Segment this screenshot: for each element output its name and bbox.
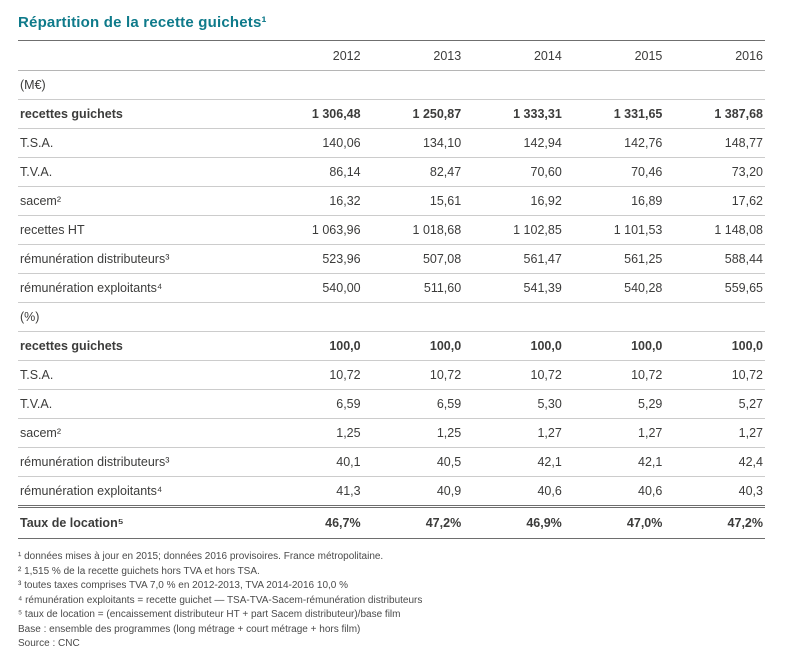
- value-cell: 540,00: [262, 274, 363, 303]
- value-cell: 47,2%: [664, 507, 765, 539]
- footnote-line: Base : ensemble des programmes (long métrage + court métrage + hors film): [18, 623, 361, 635]
- year-header-cell: 2012: [262, 41, 363, 71]
- year-header-cell: 2015: [564, 41, 665, 71]
- recette-table: [18, 41, 765, 539]
- row-label: Taux de location⁵: [18, 507, 262, 539]
- value-cell: 134,10: [363, 129, 464, 158]
- value-cell: 1,25: [363, 419, 464, 448]
- table-row: [18, 448, 765, 477]
- value-cell: 140,06: [262, 129, 363, 158]
- row-label: T.S.A.: [18, 129, 262, 158]
- table-row: [18, 332, 765, 361]
- value-cell: 40,5: [363, 448, 464, 477]
- row-label: T.V.A.: [18, 390, 262, 419]
- section-header-spacer: [564, 71, 665, 100]
- corner-cell: [18, 41, 262, 71]
- value-cell: 47,0%: [564, 507, 665, 539]
- value-cell: 15,61: [363, 187, 464, 216]
- value-cell: 10,72: [363, 361, 464, 390]
- row-label: recettes guichets: [18, 332, 262, 361]
- table-row: [18, 158, 765, 187]
- year-header-cell: 2014: [463, 41, 564, 71]
- value-cell: 561,47: [463, 245, 564, 274]
- row-label: sacem²: [18, 187, 262, 216]
- row-label: rémunération distributeurs³: [18, 245, 262, 274]
- table-row: [18, 361, 765, 390]
- value-cell: 100,0: [564, 332, 665, 361]
- section-header-label: (M€): [18, 71, 262, 100]
- table-row: [18, 507, 765, 539]
- table-row: [18, 129, 765, 158]
- value-cell: 41,3: [262, 477, 363, 507]
- row-label: T.S.A.: [18, 361, 262, 390]
- value-cell: 1 063,96: [262, 216, 363, 245]
- value-cell: 1,27: [664, 419, 765, 448]
- value-cell: 588,44: [664, 245, 765, 274]
- table-body: [18, 71, 765, 539]
- year-header-row: [18, 41, 765, 71]
- value-cell: 70,60: [463, 158, 564, 187]
- table-row: [18, 216, 765, 245]
- row-label: recettes HT: [18, 216, 262, 245]
- footnote-line: ¹ données mises à jour en 2015; données 2016 provisoires. France métropolitaine.: [18, 551, 384, 562]
- section-header-spacer: [664, 303, 765, 332]
- table-row: [18, 100, 765, 129]
- value-cell: 1 018,68: [363, 216, 464, 245]
- value-cell: 1,25: [262, 419, 363, 448]
- footnote-line: ⁴ rémunération exploitants = recette guichet — TSA-TVA-Sacem-rémunération distributeurs: [18, 594, 423, 606]
- value-cell: 148,77: [664, 129, 765, 158]
- value-cell: 559,65: [664, 274, 765, 303]
- value-cell: 16,89: [564, 187, 665, 216]
- value-cell: 1 102,85: [463, 216, 564, 245]
- value-cell: 16,32: [262, 187, 363, 216]
- value-cell: 6,59: [363, 390, 464, 419]
- value-cell: 17,62: [664, 187, 765, 216]
- value-cell: 40,9: [363, 477, 464, 507]
- value-cell: 100,0: [463, 332, 564, 361]
- value-cell: 10,72: [463, 361, 564, 390]
- value-cell: 70,46: [564, 158, 665, 187]
- value-cell: 47,2%: [363, 507, 464, 539]
- value-cell: 1 250,87: [363, 100, 464, 129]
- value-cell: 86,14: [262, 158, 363, 187]
- section-header-row: [18, 71, 765, 100]
- value-cell: 1 148,08: [664, 216, 765, 245]
- value-cell: 82,47: [363, 158, 464, 187]
- value-cell: 16,92: [463, 187, 564, 216]
- footnote-line: ⁵ taux de location = (encaissement distributeur HT + part Sacem distributeur)/base film: [18, 609, 401, 620]
- value-cell: 507,08: [363, 245, 464, 274]
- section-header-spacer: [463, 71, 564, 100]
- value-cell: 73,20: [664, 158, 765, 187]
- value-cell: 5,30: [463, 390, 564, 419]
- value-cell: 1 101,53: [564, 216, 665, 245]
- table-row: [18, 274, 765, 303]
- value-cell: 142,76: [564, 129, 665, 158]
- value-cell: 10,72: [262, 361, 363, 390]
- value-cell: 5,27: [664, 390, 765, 419]
- footnotes: [18, 550, 765, 652]
- section-header-spacer: [363, 303, 464, 332]
- section-header-spacer: [564, 303, 665, 332]
- section-header-spacer: [262, 303, 363, 332]
- value-cell: 540,28: [564, 274, 665, 303]
- value-cell: 10,72: [564, 361, 665, 390]
- section-header-spacer: [664, 71, 765, 100]
- value-cell: 100,0: [664, 332, 765, 361]
- table-row: [18, 245, 765, 274]
- value-cell: 1 331,65: [564, 100, 665, 129]
- value-cell: 46,7%: [262, 507, 363, 539]
- value-cell: 142,94: [463, 129, 564, 158]
- value-cell: 1,27: [463, 419, 564, 448]
- row-label: rémunération exploitants⁴: [18, 477, 262, 507]
- footnote-line: ³ toutes taxes comprises TVA 7,0 % en 2012-2013, TVA 2014-2016 10,0 %: [18, 580, 349, 591]
- footnote-line: ² 1,515 % de la recette guichets hors TVA et hors TSA.: [18, 565, 260, 577]
- value-cell: 46,9%: [463, 507, 564, 539]
- section-header-spacer: [463, 303, 564, 332]
- table-row: [18, 390, 765, 419]
- section-header-spacer: [363, 71, 464, 100]
- row-label: T.V.A.: [18, 158, 262, 187]
- value-cell: 42,4: [664, 448, 765, 477]
- section-header-label: (%): [18, 303, 262, 332]
- value-cell: 40,6: [463, 477, 564, 507]
- row-label: rémunération distributeurs³: [18, 448, 262, 477]
- value-cell: 1 306,48: [262, 100, 363, 129]
- row-label: rémunération exploitants⁴: [18, 274, 262, 303]
- value-cell: 40,3: [664, 477, 765, 507]
- value-cell: 1,27: [564, 419, 665, 448]
- year-header-cell: 2013: [363, 41, 464, 71]
- value-cell: 541,39: [463, 274, 564, 303]
- year-header-cell: 2016: [664, 41, 765, 71]
- row-label: sacem²: [18, 419, 262, 448]
- value-cell: 40,1: [262, 448, 363, 477]
- value-cell: 1 333,31: [463, 100, 564, 129]
- value-cell: 561,25: [564, 245, 665, 274]
- footnote-line: Source : CNC: [18, 638, 80, 649]
- value-cell: 100,0: [363, 332, 464, 361]
- table-row: [18, 477, 765, 507]
- value-cell: 511,60: [363, 274, 464, 303]
- table-row: [18, 419, 765, 448]
- value-cell: 10,72: [664, 361, 765, 390]
- section-header-row: [18, 303, 765, 332]
- row-label: recettes guichets: [18, 100, 262, 129]
- value-cell: 523,96: [262, 245, 363, 274]
- value-cell: 5,29: [564, 390, 665, 419]
- table-row: [18, 187, 765, 216]
- value-cell: 40,6: [564, 477, 665, 507]
- value-cell: 42,1: [564, 448, 665, 477]
- section-header-spacer: [262, 71, 363, 100]
- value-cell: 100,0: [262, 332, 363, 361]
- value-cell: 1 387,68: [664, 100, 765, 129]
- value-cell: 6,59: [262, 390, 363, 419]
- page-title: Répartition de la recette guichets¹: [18, 14, 267, 31]
- value-cell: 42,1: [463, 448, 564, 477]
